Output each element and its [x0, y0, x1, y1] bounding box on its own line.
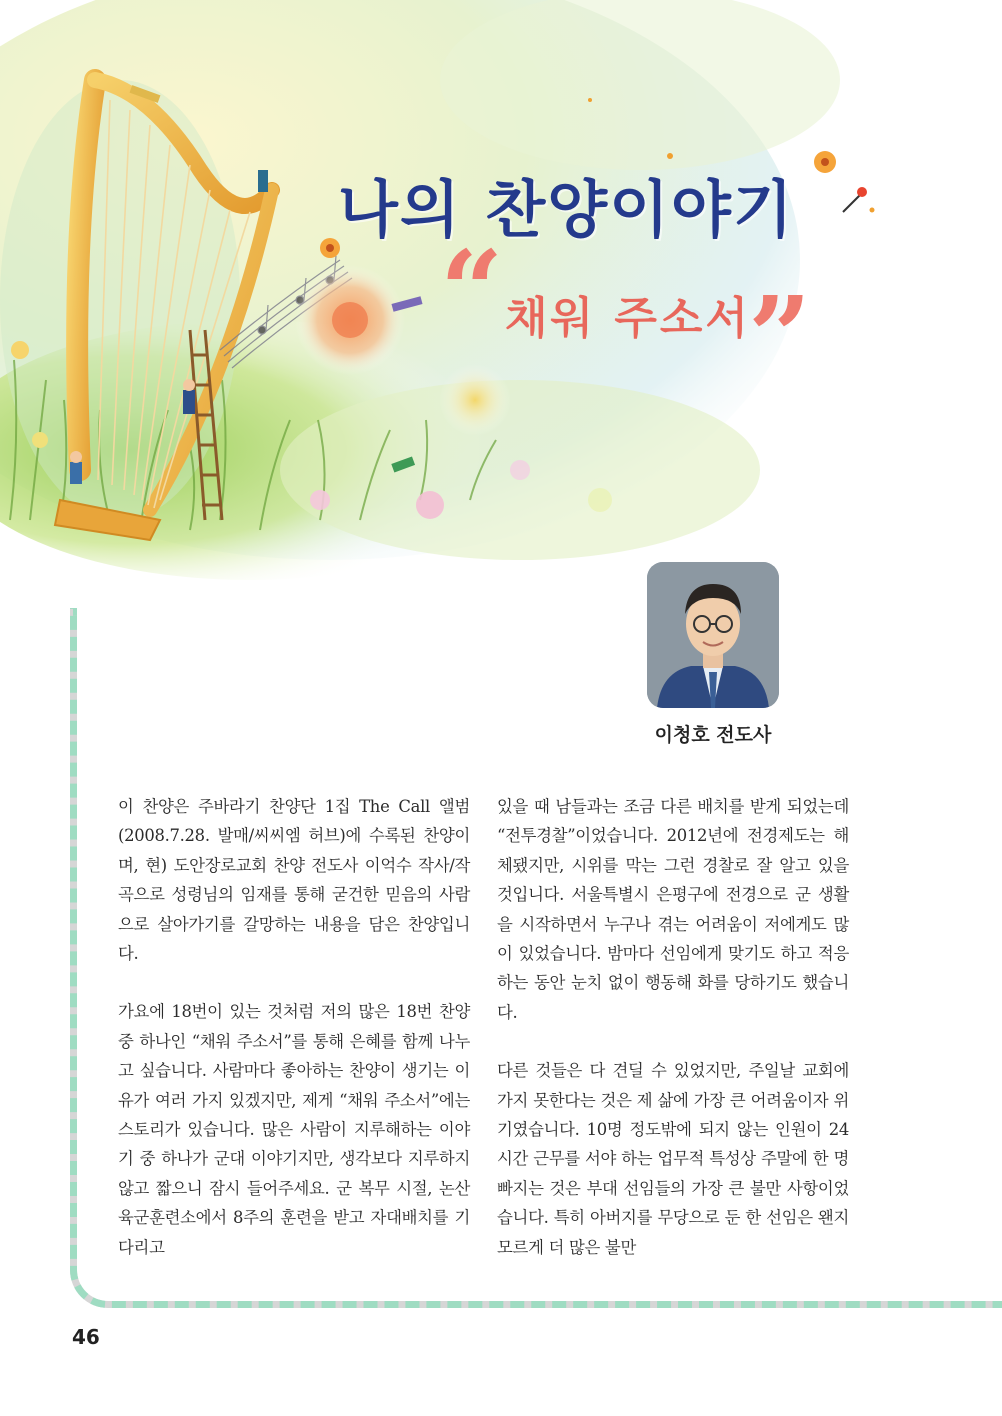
song-title: 채워 주소서 — [505, 293, 751, 344]
hero-illustration — [0, 0, 1002, 590]
paragraph: 이 찬양은 주바라기 찬양단 1집 The Call 앨범(2008.7.28. 발매/씨씨엠 허브)에 수록된 찬양이며, 현) 도안장로교회 찬양 전도사 이억수 작사/작곡으로 성령님의 임재를 통해 굳건한 믿음의 사람으로 살아가기를 갈망하는 내용을 담은 찬양입니다. — [118, 797, 470, 964]
open-quote-mark: “ — [440, 226, 504, 355]
article-column-left — [118, 792, 470, 1291]
feature-title: 나의 찬양이야기 — [338, 173, 795, 246]
page-number: 46 — [72, 1325, 100, 1349]
close-quote-mark: ” — [748, 272, 812, 401]
article-column-right — [497, 792, 849, 1291]
author-name: 이청호 전도사 — [654, 724, 772, 746]
paragraph: 다른 것들은 다 견딜 수 있었지만, 주일날 교회에 가지 못한다는 것은 제 삶에 가장 큰 어려움이자 위기였습니다. 10명 정도밖에 되지 않는 인원이 24시간 근무를 서야 하는 업무적 특성상 주말에 한 명 빠지는 것은 부대 선임들의 가장 큰 불만 사항이었습니다. 특히 아버지를 무당으로 둔 한 선임은 왠지 모르게 더 많은 불만 — [497, 1061, 849, 1257]
paragraph: 있을 때 남들과는 조금 다른 배치를 받게 되었는데 “전투경찰”이었습니다. 2012년에 전경제도는 해체됐지만, 시위를 막는 그런 경찰로 잘 알고 있을 것입니다. 서울특별시 은평구에 전경으로 군 생활을 시작하면서 누구나 겪는 어려움이 저에게도 많이 있었습니다. 밤마다 선임에게 맞기도 하고 적응하는 동안 눈치 없이 행동해 화를 당하기도 했습니다. — [497, 797, 849, 1022]
paragraph: 가요에 18번이 있는 것처럼 저의 많은 18번 찬양 중 하나인 “채워 주소서”를 통해 은혜를 함께 나누고 싶습니다. 사람마다 좋아하는 찬양이 생기는 이유가 여러 가지 있겠지만, 제게 “채워 주소서”에는 스토리가 있습니다. 많은 사람이 지루해하는 이야기 중 하나가 군대 이야기지만, 생각보다 지루하지 않고 짧으니 잠시 들어주세요. 군 복무 시절, 논산 육군훈련소에서 8주의 훈련을 받고 자대배치를 기다리고 — [118, 1002, 470, 1257]
